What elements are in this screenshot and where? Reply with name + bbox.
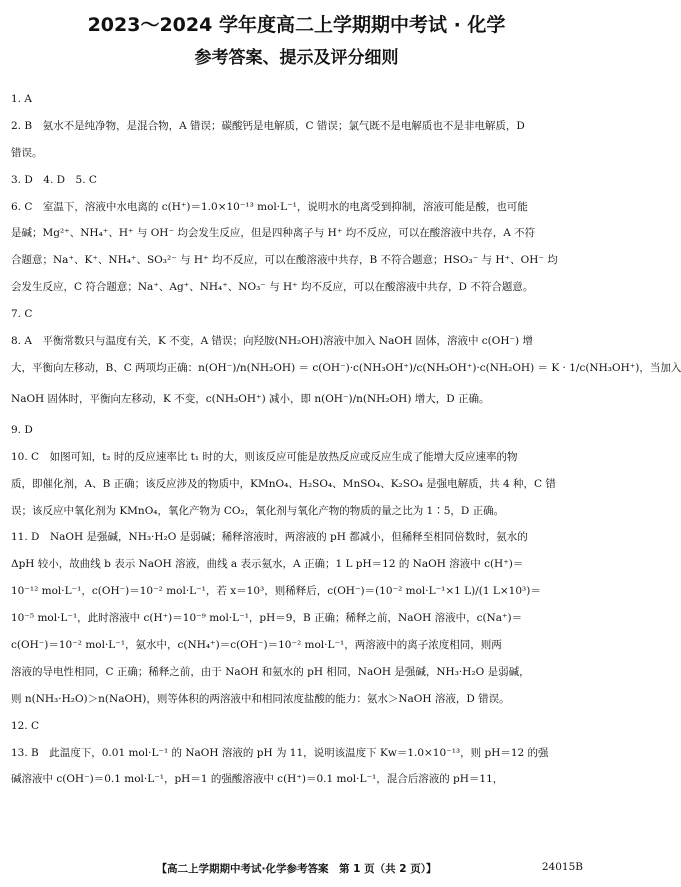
footer-doc-code: 24015B <box>541 861 583 873</box>
text-line: NaOH 固体时，平衡向左移动，K 不变，c(NH₃OH⁺) 减小，即 n(OH⁻)/n(NH₂OH) 增大，D 正确。 <box>11 392 490 405</box>
text-line: 2. B 氨水不是纯净物，是混合物，A 错误；碳酸钙是电解质，C 错误；氯气既不是电解质也不是非电解质，D <box>11 119 525 132</box>
text-line: 9. D <box>11 423 33 436</box>
text-line: 误；该反应中氧化剂为 KMnO₄，氧化产物为 CO₂，氧化剂与氧化产物的物质的量之比为 1∶5，D 正确。 <box>11 504 505 517</box>
text-line: 13. B 此温度下，0.01 mol·L⁻¹ 的 NaOH 溶液的 pH 为 11，说明该温度下 Kw＝1.0×10⁻¹³，则 pH＝12 的强 <box>11 746 549 759</box>
text-line: 质，即催化剂，A、B 正确；该反应涉及的物质中，KMnO₄、H₂SO₄、MnSO₄、K₂SO₄ 是强电解质，共 4 种，C 错 <box>11 477 556 490</box>
text-line: 合题意；Na⁺、K⁺、NH₄⁺、SO₃²⁻ 与 H⁺ 均不反应，可以在酸溶液中共存，B 不符合题意；HSO₃⁻ 与 H⁺、OH⁻ 均 <box>11 254 558 267</box>
text-line: 10. C 如图可知，t₂ 时的反应速率比 t₁ 时的大，则该反应可能是放热反应或反应生成了能增大反应速率的物 <box>11 450 518 463</box>
text-line: 12. C <box>11 719 40 732</box>
text-line: 10⁻⁵ mol·L⁻¹，此时溶液中 c(H⁺)＝10⁻⁹ mol·L⁻¹，pH＝9，B 正确；稀释之前，NaOH 溶液中，c(Na⁺)＝ <box>11 612 523 625</box>
text-line: 大，平衡向左移动，B、C 两项均正确：n(OH⁻)/n(NH₂OH) ＝ c(OH⁻)·c(NH₃OH⁺)/c(NH₃OH⁺)·c(NH₂OH) ＝ K · 1/c(NH₃OH⁺)，当加入 <box>11 361 681 374</box>
text-line: 溶液的导电性相同，C 正确；稀释之前，由于 NaOH 和氨水的 pH 相同，NaOH 是强碱，NH₃·H₂O 是弱碱， <box>11 665 530 678</box>
page-title: 2023～2024 学年度高二上学期期中考试 · 化学 <box>87 14 506 36</box>
text-line: 1. A <box>11 93 32 105</box>
text-line: 3. D 4. D 5. C <box>11 173 97 186</box>
text-line: 错误。 <box>11 146 43 159</box>
footer-page-info: 【高二上学期期中考试·化学参考答案 第 1 页（共 2 页）】 <box>156 863 437 875</box>
text-line: 7. C <box>11 308 33 321</box>
text-line: 8. A 平衡常数只与温度有关，K 不变，A 错误；向羟胺(NH₂OH)溶液中加入 NaOH 固体，溶液中 c(OH⁻) 增 <box>11 335 533 348</box>
page-subtitle: 参考答案、提示及评分细则 <box>194 48 399 68</box>
text-line: 11. D NaOH 是强碱，NH₃·H₂O 是弱碱；稀释溶液时，两溶液的 pH 都减小，但稀释至相同倍数时，氨水的 <box>11 531 528 544</box>
text-line: 会发生反应，C 符合题意；Na⁺、Ag⁺、NH₄⁺、NO₃⁻ 与 H⁺ 均不反应，可以在酸溶液中共存，D 不符合题意。 <box>11 281 534 294</box>
answer-content <box>11 91 681 798</box>
text-line: ΔpH 较小，故曲线 b 表示 NaOH 溶液，曲线 a 表示氨水，A 正确；1 L pH＝12 的 NaOH 溶液中 c(H⁺)＝ <box>11 558 524 571</box>
text-line: 是碱；Mg²⁺、NH₄⁺、H⁺ 与 OH⁻ 均会发生反应，但是四种离子与 H⁺ 均不反应，可以在酸溶液中共存，A 不符 <box>11 227 536 240</box>
text-line: c(OH⁻)＝10⁻² mol·L⁻¹，氨水中，c(NH₄⁺)＝c(OH⁻)＝10⁻² mol·L⁻¹，两溶液中的离子浓度相同，则两 <box>11 639 502 652</box>
text-line: 6. C 室温下，溶液中水电离的 c(H⁺)＝1.0×10⁻¹³ mol·L⁻¹，说明水的电离受到抑制，溶液可能是酸，也可能 <box>11 200 528 213</box>
text-line: 碱溶液中 c(OH⁻)＝0.1 mol·L⁻¹，pH＝1 的强酸溶液中 c(H⁺)＝0.1 mol·L⁻¹，混合后溶液的 pH＝11， <box>11 773 504 786</box>
text-line: 则 n(NH₃·H₂O)＞n(NaOH)，则等体积的两溶液中和相同浓度盐酸的能力：氨水＞NaOH 溶液，D 错误。 <box>11 692 510 705</box>
text-line: 10⁻¹² mol·L⁻¹，c(OH⁻)＝10⁻² mol·L⁻¹，若 x＝10³，则稀释后，c(OH⁻)＝(10⁻² mol·L⁻¹×1 L)/(1 L×10³)＝ <box>11 585 541 598</box>
